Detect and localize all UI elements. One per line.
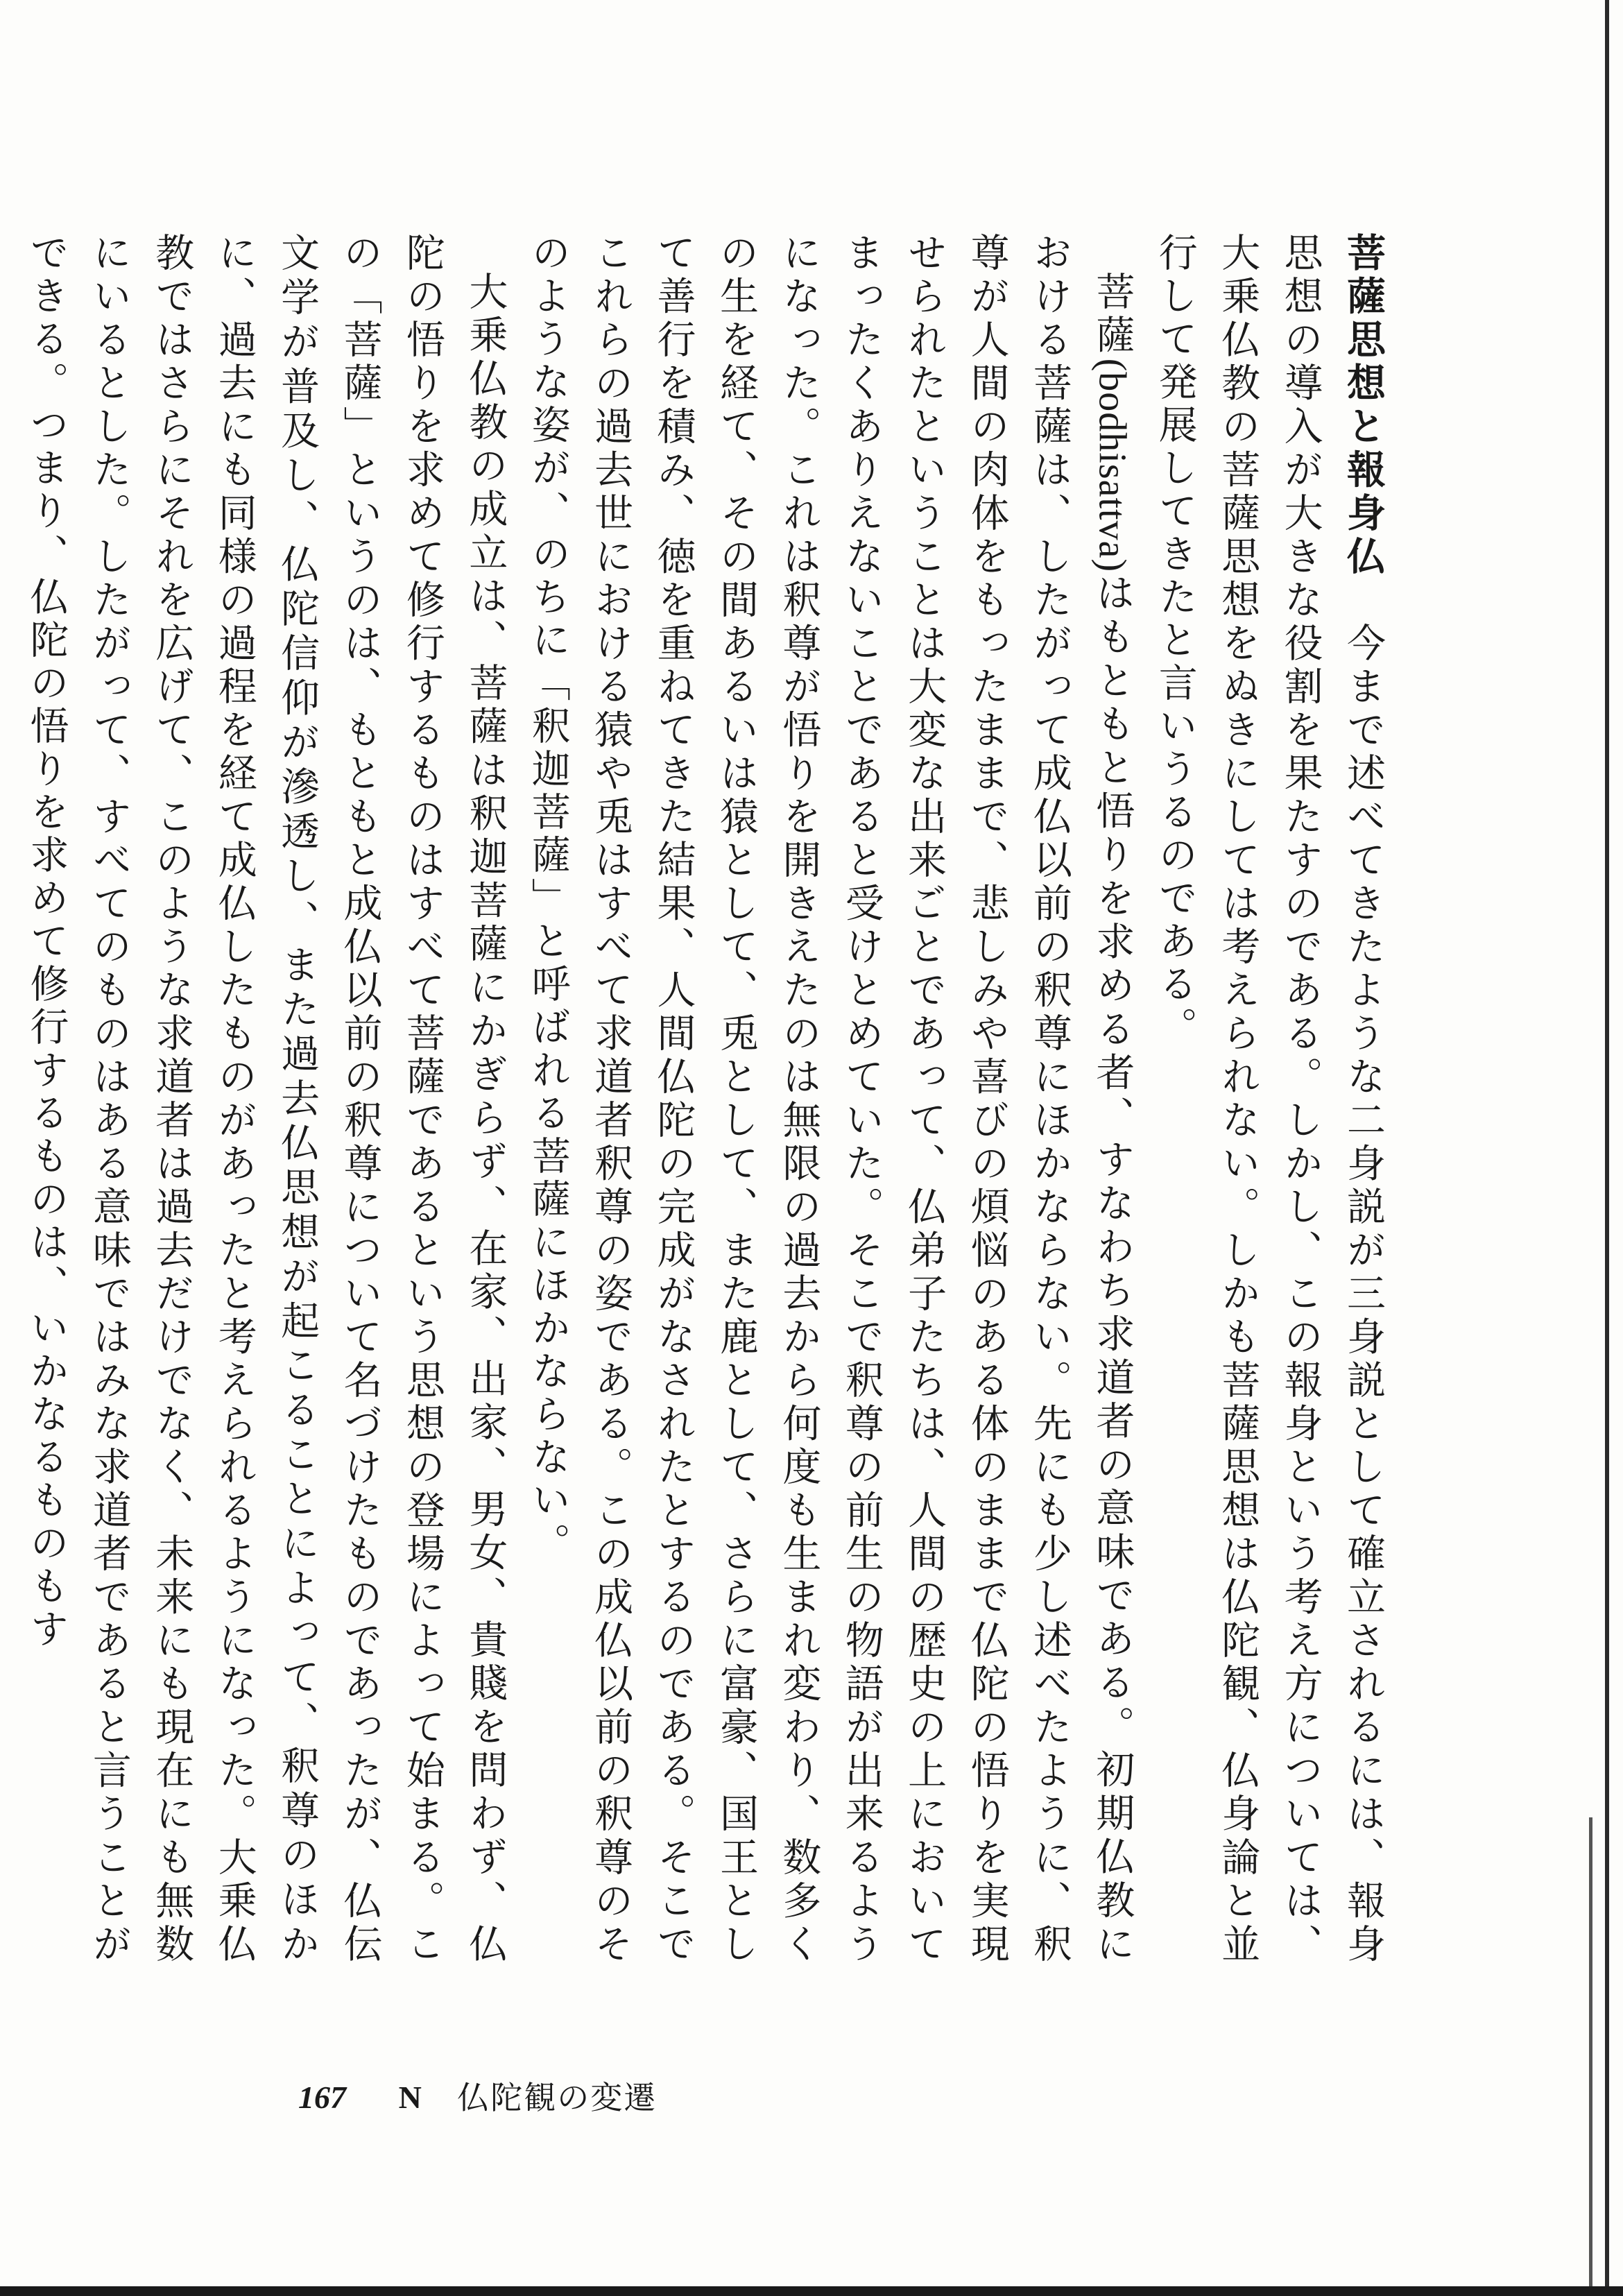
paragraph-3-text: 大乗仏教の成立は、菩薩は釈迦菩薩にかぎらず、在家、出家、男女、貴賤を問わず、仏陀の悟りを求めて修行するものはすべて菩薩であるという思想の登場によって始まる。この「菩薩」というのは、もともと成仏以前の釈尊について名づけたものであったが、仏伝文学が普及し、仏陀信仰が滲透し、また過去仏思想が起こることによって、釈尊のほかに、過去にも同様の過程を経て成仏したものがあったと考えられるようになった。大乗仏教ではさらにそれを広げて、このような求道者は過去だけでなく、未来にも現在にも無数にいるとした。したがって、すべてのものはある意味ではみな求道者であると言うことができる。つまり、仏陀の悟りを求めて修行するものは、いかなるものもす: [24, 232, 508, 1967]
paragraph-2: [516, 232, 1143, 1967]
paragraph-1-text: 今まで述べてきたような二身説が三身説として確立されるには、報身思想の導入が大きな役割を果たすのである。しかし、この報身という考え方については、大乗仏教の菩薩思想をぬきにしては考えられない。しかも菩薩思想は仏陀観、仏身論と並行して発展してきたと言いうるのである。: [1152, 232, 1386, 1967]
scan-edge-right: [1605, 0, 1609, 2296]
paragraph-2-head: 菩薩: [1090, 271, 1135, 359]
vertical-body-text: [24, 232, 1394, 1967]
scan-edge-bottom: [0, 2286, 1623, 2296]
chapter-number: N: [398, 2080, 422, 2115]
paragraph-1: [1143, 232, 1394, 1967]
sanskrit-term: (bodhisattva): [1090, 358, 1134, 573]
page-footer: [298, 2071, 992, 2119]
paragraph-3: [15, 232, 516, 1967]
chapter-title: 仏陀観の変遷: [457, 2079, 658, 2116]
scan-edge-mark: [1589, 1817, 1592, 2296]
paragraph-2-text: はもともと悟りを求める者、すなわち求道者の意味である。初期仏教における菩薩は、したがって成仏以前の釈尊にほかならない。先にも少し述べたように、釈尊が人間の肉体をもったままで、悲しみや喜びの煩悩のある体のままで仏陀の悟りを実現せられたということは大変な出来ごとであって、仏弟子たちは、人間の歴史の上においてまったくありえないことであると受けとめていた。そこで釈尊の前生の物語が出来るようになった。これは釈尊が悟りを開きえたのは無限の過去から何度も生まれ変わり、数多くの生を経て、その間あるいは猿として、兎として、また鹿として、さらに富豪、国王として善行を積み、徳を重ねてきた結果、人間仏陀の完成がなされたとするのである。そこでこれらの過去世における猿や兎はすべて求道者釈尊の姿である。この成仏以前の釈尊のそのような姿が、のちに「釈迦菩薩」と呼ばれる菩薩にほかならない。: [525, 232, 1135, 1967]
section-heading: 菩薩思想と報身仏: [1341, 232, 1386, 580]
page-number: 167: [298, 2080, 346, 2115]
